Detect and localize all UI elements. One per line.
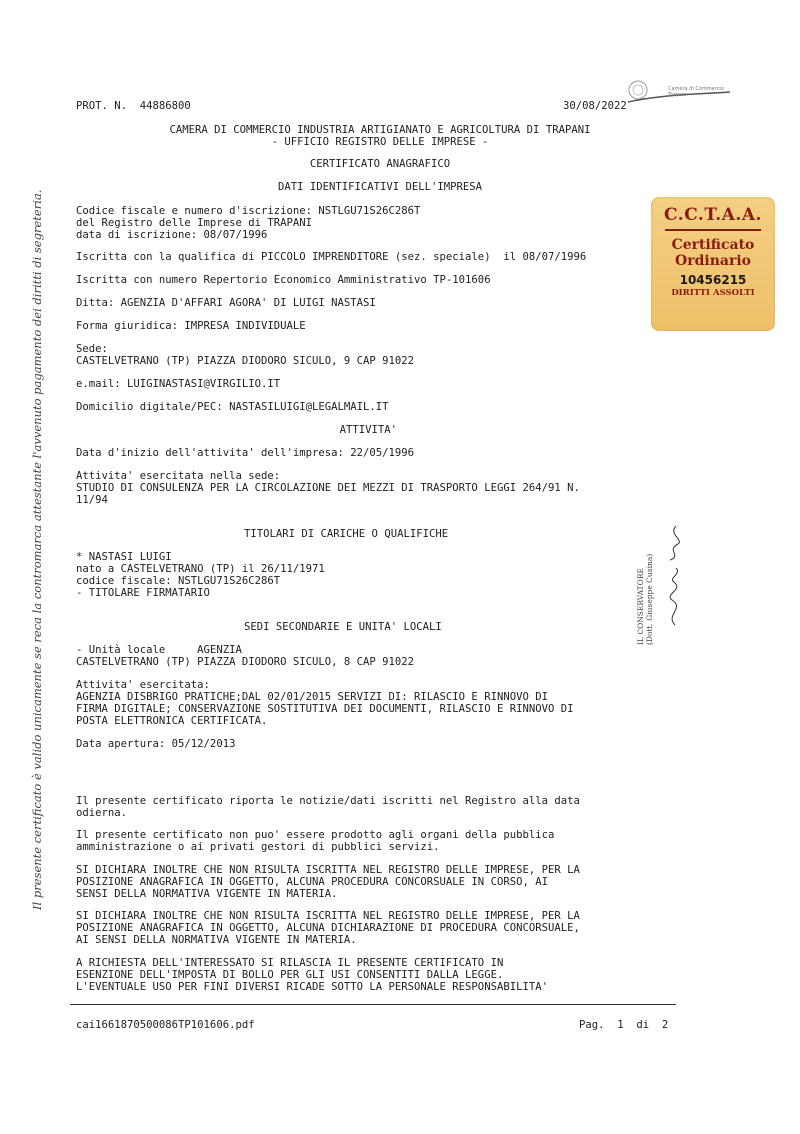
- stamp-line1: Certificato: [671, 237, 755, 253]
- attivita-esercitata-1: STUDIO DI CONSULENZA PER LA CIRCOLAZIONE DEI MEZZI DI TRASPORTO LEGGI 264/91 N.: [76, 482, 580, 494]
- unita-attivita-2: FIRMA DIGITALE; CONSERVAZIONE SOSTITUTIVA DEI DOCUMENTI, RILASCIO E RINNOVO DI: [76, 703, 574, 715]
- note-2-line1: Il presente certificato non puo' essere prodotto agli organi della pubblica: [76, 829, 555, 841]
- sede-label: Sede:: [76, 343, 108, 355]
- footer-page-number: Pag. 1 di 2: [579, 1019, 669, 1031]
- background-watermark: [160, 140, 211, 210]
- stamp-rights: DIRITTI ASSOLTI: [671, 288, 755, 298]
- logo-caption-line2: Trapani: [668, 92, 687, 98]
- footer-divider: [70, 1004, 676, 1005]
- attivita-heading-wrap: [0, 424, 740, 436]
- titolari-heading: TITOLARI DI CARICHE O QUALIFICHE: [244, 528, 449, 540]
- handwritten-signature: [660, 520, 690, 630]
- note-5-line2: ESENZIONE DELL'IMPOSTA DI BOLLO PER GLI USI CONSENTITI DALLA LEGGE.: [76, 969, 504, 981]
- stamp-brand: C.C.T.A.A.: [664, 205, 762, 225]
- attivita-esercitata-label: Attivita' esercitata nella sede:: [76, 470, 281, 482]
- footer-filename: cai1661870500086TP101606.pdf: [76, 1019, 255, 1031]
- ccta-stamp: [651, 197, 775, 331]
- cf-line2: del Registro delle Imprese di TRAPANI: [76, 217, 312, 229]
- qualifica-line: Iscritta con la qualifica di PICCOLO IMPRENDITORE (sez. speciale) il 08/07/1996: [76, 251, 587, 263]
- stamp-number: 10456215: [679, 273, 747, 287]
- stamp-line2: Ordinario: [675, 253, 751, 269]
- stamp-rule: [665, 229, 761, 231]
- unita-apertura: Data apertura: 05/12/2013: [76, 738, 236, 750]
- unita-attivita-label: Attivita' esercitata:: [76, 679, 210, 691]
- conservatore-title: IL CONSERVATORE: [636, 568, 645, 645]
- note-1-line2: odierna.: [76, 807, 128, 819]
- titolare-cf: codice fiscale: NSTLGU71S26C286T: [76, 575, 281, 587]
- note-3-line2: POSIZIONE ANAGRAFICA IN OGGETTO, ALCUNA PROCEDURA CONCORSUALE IN CORSO, AI: [76, 876, 548, 888]
- note-5-line3: L'EVENTUALE USO PER FINI DIVERSI RICADE SOTTO LA PERSONALE RESPONSABILITA': [76, 981, 548, 993]
- titolare-name: * NASTASI LUIGI: [76, 551, 172, 563]
- ditta-line: Ditta: AGENZIA D'AFFARI AGORA' DI LUIGI NASTASI: [76, 297, 376, 309]
- attivita-heading: ATTIVITA': [339, 424, 397, 436]
- note-5-line1: A RICHIESTA DELL'INTERESSATO SI RILASCIA IL PRESENTE CERTIFICATO IN: [76, 957, 504, 969]
- note-3-line3: SENSI DELLA NORMATIVA VIGENTE IN MATERIA.: [76, 888, 338, 900]
- note-4-line2: POSIZIONE ANAGRAFICA IN OGGETTO, ALCUNA DICHIARAZIONE DI PROCEDURA CONCORSUALE,: [76, 922, 580, 934]
- note-2-line2: amministrazione o ai privati gestori di pubblici servizi.: [76, 841, 440, 853]
- signature-icon: [660, 520, 690, 630]
- logo-caption-line1: Camera di Commercio: [668, 86, 724, 92]
- note-1-line1: Il presente certificato riporta le notizie/dati iscritti nel Registro alla data: [76, 795, 580, 807]
- office-title: - UFFICIO REGISTRO DELLE IMPRESE -: [271, 136, 489, 148]
- unita-locale: - Unità locale AGENZIA: [76, 644, 242, 656]
- attivita-inizio: Data d'inizio dell'attivita' dell'impresa: 22/05/1996: [76, 447, 415, 459]
- chamber-title: CAMERA DI COMMERCIO INDUSTRIA ARTIGIANATO E AGRICOLTURA DI TRAPANI: [169, 124, 591, 136]
- titolare-nato: nato a CASTELVETRANO (TP) il 26/11/1971: [76, 563, 325, 575]
- note-3-line1: SI DICHIARA INOLTRE CHE NON RISULTA ISCRITTA NEL REGISTRO DELLE IMPRESE, PER LA: [76, 864, 580, 876]
- conservatore-name: (Dott. Giuseppe Cusina): [645, 553, 654, 645]
- unita-attivita-1: AGENZIA DISBRIGO PRATICHE;DAL 02/01/2015 SERVIZI DI: RILASCIO E RINNOVO DI: [76, 691, 548, 703]
- validity-side-note: Il presente certificato è valido unicamente se reca la contromarca attestante l'avvenuto pagamento dei diritti di segreteria.: [30, 189, 44, 910]
- cf-line3: data di iscrizione: 08/07/1996: [76, 229, 268, 241]
- sede-address: CASTELVETRANO (TP) PIAZZA DIODORO SICULO, 9 CAP 91022: [76, 355, 415, 367]
- titolare-ruolo: - TITOLARE FIRMATARIO: [76, 587, 210, 599]
- unita-attivita-3: POSTA ELETTRONICA CERTIFICATA.: [76, 715, 268, 727]
- email-line: e.mail: LUIGINASTASI@VIRGILIO.IT: [76, 378, 281, 390]
- certificate-title: CERTIFICATO ANAGRAFICO: [309, 158, 451, 170]
- cf-line1: Codice fiscale e numero d'iscrizione: NSTLGU71S26C286T: [76, 205, 421, 217]
- protocol-number: PROT. N. 44886800: [76, 100, 191, 112]
- conservatore-stamp: [636, 554, 654, 645]
- pec-line: Domicilio digitale/PEC: NASTASILUIGI@LEGALMAIL.IT: [76, 401, 389, 413]
- sedi-heading: SEDI SECONDARIE E UNITA' LOCALI: [244, 621, 442, 633]
- forma-line: Forma giuridica: IMPRESA INDIVIDUALE: [76, 320, 306, 332]
- rea-line: Iscritta con numero Repertorio Economico Amministrativo TP-101606: [76, 274, 491, 286]
- attivita-esercitata-2: 11/94: [76, 494, 108, 506]
- unita-indirizzo: CASTELVETRANO (TP) PIAZZA DIODORO SICULO, 8 CAP 91022: [76, 656, 415, 668]
- note-4-line3: AI SENSI DELLA NORMATIVA VIGENTE IN MATERIA.: [76, 934, 357, 946]
- note-4-line1: SI DICHIARA INOLTRE CHE NON RISULTA ISCRITTA NEL REGISTRO DELLE IMPRESE, PER LA: [76, 910, 580, 922]
- document-date: 30/08/2022: [563, 100, 627, 112]
- section-identity-heading: DATI IDENTIFICATIVI DELL'IMPRESA: [277, 181, 483, 193]
- logo-caption: [668, 86, 724, 98]
